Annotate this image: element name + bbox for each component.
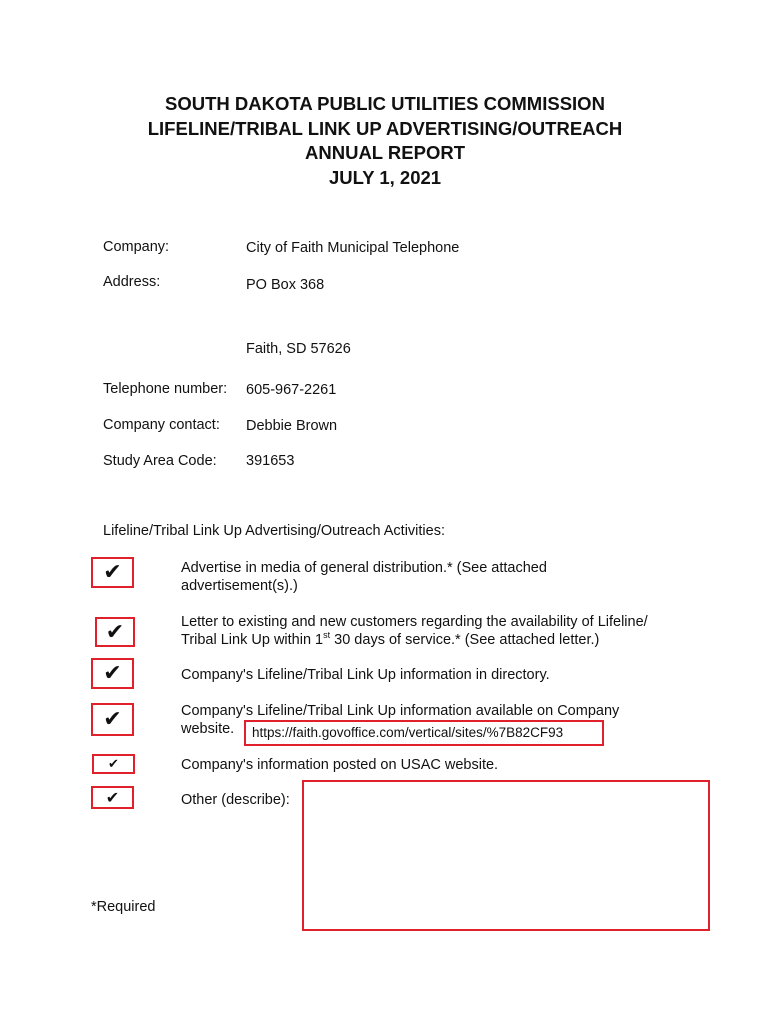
study-area-value: 391653 <box>246 453 295 469</box>
contact-label: Company contact: <box>103 417 220 433</box>
checkbox-customer-letter[interactable] <box>95 617 135 647</box>
checkbox-usac-website[interactable] <box>92 754 135 774</box>
activity-directory: Company's Lifeline/Tribal Link Up information in directory. <box>181 667 550 683</box>
other-description-field[interactable] <box>302 780 710 931</box>
checkbox-other[interactable] <box>91 786 134 809</box>
check-icon: ✔ <box>103 707 122 732</box>
activity-letter-text-b: 30 days of service.* (See attached letter.) <box>330 632 600 648</box>
activity-letter-line-2 <box>181 631 599 649</box>
checkbox-directory[interactable] <box>91 658 134 689</box>
company-value: City of Faith Municipal Telephone <box>246 240 460 256</box>
study-area-label: Study Area Code: <box>103 453 217 469</box>
activity-website-line-2: website. <box>181 721 235 737</box>
title-line-program: LIFELINE/TRIBAL LINK UP ADVERTISING/OUTREACH <box>147 117 623 139</box>
title-line-report: ANNUAL REPORT <box>305 142 465 163</box>
address-label: Address: <box>103 274 161 290</box>
activity-other-label: Other (describe): <box>181 792 290 808</box>
title-line-commission: SOUTH DAKOTA PUBLIC UTILITIES COMMISSION <box>165 93 605 114</box>
telephone-value: 605-967-2261 <box>246 382 337 398</box>
activity-media-line-2: advertisement(s).) <box>181 578 298 594</box>
website-url-field[interactable]: https://faith.govoffice.com/vertical/sites/%7B82CF93 <box>244 720 604 746</box>
activity-usac: Company's information posted on USAC website. <box>181 757 499 773</box>
check-icon: ✔ <box>103 661 122 686</box>
required-note: *Required <box>91 899 156 915</box>
checkbox-media-advertising[interactable] <box>91 557 134 588</box>
check-icon: ✔ <box>108 756 119 772</box>
check-icon: ✔ <box>105 788 120 807</box>
contact-value: Debbie Brown <box>246 418 338 434</box>
company-label: Company: <box>103 239 170 255</box>
activity-website-line-1: Company's Lifeline/Tribal Link Up information available on Company <box>181 703 620 719</box>
activity-letter-line-1: Letter to existing and new customers regarding the availability of Lifeline/ <box>181 614 648 630</box>
telephone-label: Telephone number: <box>103 381 228 397</box>
activity-media-line-1: Advertise in media of general distribution.* (See attached <box>181 560 547 576</box>
check-icon: ✔ <box>103 560 122 585</box>
address-line-2: Faith, SD 57626 <box>246 341 351 357</box>
report-title <box>0 92 770 190</box>
title-line-date: JULY 1, 2021 <box>328 166 442 188</box>
activities-heading: Lifeline/Tribal Link Up Advertising/Outreach Activities: <box>103 523 445 539</box>
checkbox-company-website[interactable] <box>91 703 134 736</box>
address-line-1: PO Box 368 <box>246 277 325 293</box>
activity-letter-text-a: Tribal Link Up within 1 <box>181 632 324 648</box>
check-icon: ✔ <box>105 619 125 645</box>
ordinal-suffix: st <box>323 630 331 641</box>
